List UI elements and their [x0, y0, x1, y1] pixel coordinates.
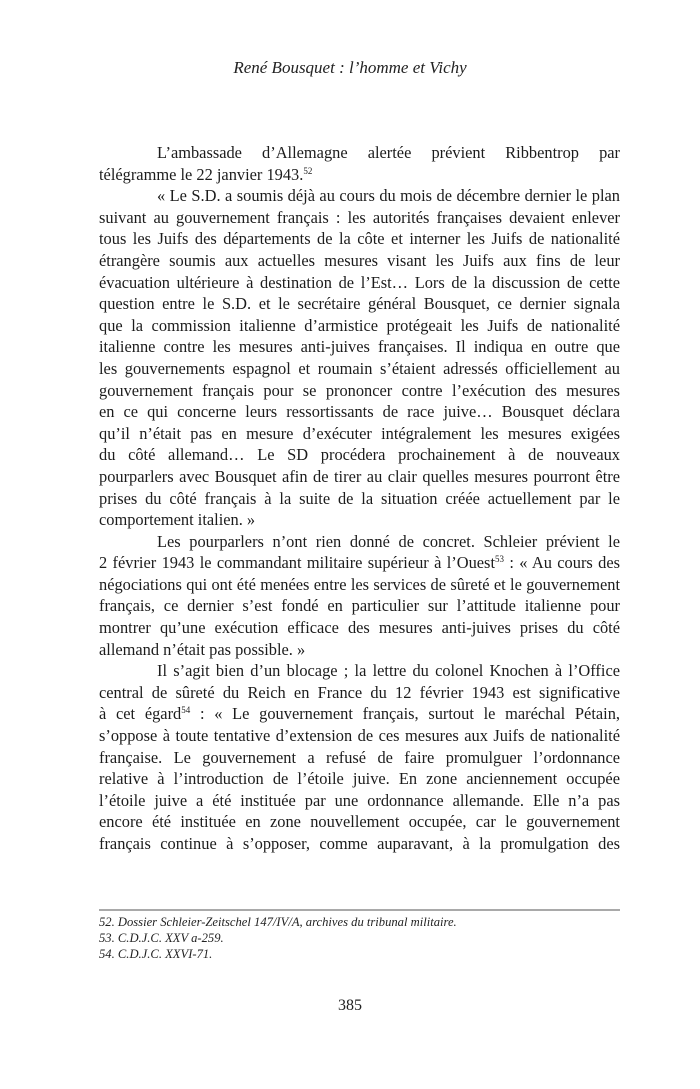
body-line-text: du côté allemand… Le SD procédera prochainement à de nouveaux: [99, 445, 620, 465]
body-line: [99, 358, 620, 380]
body-line: [99, 639, 620, 661]
body-line-text: question entre le S.D. et le secrétaire général Bousquet, ce dernier signala: [99, 294, 620, 314]
body-line-text: Il s’agit bien d’un blocage ; la lettre du colonel Knochen à l’Office: [157, 661, 620, 681]
body-line: [99, 228, 620, 250]
body-line-text: évacuation ultérieure à destination de l’Est… Lors de la discussion de cette: [99, 272, 620, 292]
body-line: [99, 790, 620, 812]
body-line: [99, 811, 620, 833]
body-line-text: gouvernement français pour se prononcer contre l’exécution des mesures: [99, 380, 620, 400]
body-line-text: tous les Juifs des départements de la côte et interner les Juifs de nationalité: [99, 229, 620, 249]
body-line: [99, 552, 620, 574]
footnotes: [99, 914, 620, 962]
body-line: [99, 725, 620, 747]
footnote-reference[interactable]: 53: [495, 554, 504, 565]
body-line-text: français, ce dernier s’est fondé en particulier sur l’attitude italienne pour: [99, 596, 620, 616]
body-line: [99, 142, 620, 164]
body-line: [99, 293, 620, 315]
body-line: [99, 617, 620, 639]
body-line-text: prises du côté français à la suite de la situation créée actuellement par le: [99, 488, 620, 508]
body-line-text: 2 février 1943 le commandant militaire supérieur à l’Ouest: [99, 553, 495, 573]
body-line: [99, 488, 620, 510]
body-line-text: L’ambassade d’Allemagne alertée prévient Ribbentrop par: [157, 143, 620, 162]
body-line: [99, 574, 620, 596]
body-line-text: Les pourparlers n’ont rien donné de concret. Schleier prévient le: [157, 531, 620, 551]
page-number: 385: [338, 997, 362, 1014]
body-line: [99, 272, 620, 294]
body-line-text: allemand n’était pas possible. »: [99, 639, 306, 659]
body-line-text: français continue à s’opposer, comme auparavant, à la promulgation des: [99, 834, 620, 853]
body-line-text: comportement italien. »: [99, 510, 256, 530]
body-line: [99, 595, 620, 617]
body-text: [99, 142, 620, 855]
body-line: [99, 768, 620, 790]
body-line: [99, 207, 620, 229]
footnote-53: 53. C.D.J.C. XXV a-259.: [99, 931, 224, 945]
body-line: [99, 185, 620, 207]
body-line: [99, 401, 620, 423]
body-line-text: à cet égard: [99, 704, 182, 724]
body-line: [99, 833, 620, 855]
body-line: [99, 380, 620, 402]
body-line-text: suivant au gouvernement français : les autorités françaises devaient enlever: [99, 207, 620, 227]
body-line-text: s’oppose à toute tentative d’extension de ces mesures aux Juifs de nationalité: [99, 726, 620, 746]
body-line-text: négociations qui ont été menées entre les services de sûreté et le gouvernement: [99, 574, 620, 594]
footnote-separator: [99, 909, 620, 911]
body-line: [99, 466, 620, 488]
body-line-text: : « Le gouvernement français, surtout le maréchal Pétain,: [190, 704, 620, 724]
body-line-text: qu’il n’était pas en mesure d’exécuter intégralement les mesures exigées: [99, 423, 620, 443]
body-line: [99, 703, 620, 725]
body-line-text: central de sûreté du Reich en France du 12 février 1943 est significative: [99, 682, 620, 702]
body-line: [99, 444, 620, 466]
body-line-text: relative à l’introduction de l’étoile juive. En zone anciennement occupée: [99, 769, 620, 789]
footnote-reference[interactable]: 52: [303, 165, 313, 176]
body-line: [99, 660, 620, 682]
body-line-text: française. Le gouvernement a refusé de faire promulguer l’ordonnance: [99, 747, 620, 767]
body-line-text: que la commission italienne d’armistice protégeait les Juifs de nationalité: [99, 315, 620, 335]
body-line: [99, 531, 620, 553]
running-head: René Bousquet : l’homme et Vichy: [233, 58, 467, 77]
footnote-reference[interactable]: 54: [181, 705, 191, 716]
body-line-text: les gouvernements espagnol et roumain s’étaient adressés officiellement au: [99, 358, 620, 378]
body-line: [99, 747, 620, 769]
body-line-text: « Le S.D. a soumis déjà au cours du mois de décembre dernier le plan: [157, 186, 620, 206]
body-line-text: italienne contre les mesures anti-juives françaises. Il indiqua en outre que: [99, 337, 620, 357]
body-line-text: encore été instituée en zone nouvellement occupée, car le gouvernement: [99, 812, 620, 832]
body-line-text: : « Au cours des: [504, 553, 620, 573]
body-line-text: en ce qui concerne leurs ressortissants de race juive… Bousquet déclara: [99, 402, 620, 422]
body-line-text: pourparlers avec Bousquet afin de tirer au clair quelles mesures pourront être: [99, 466, 620, 486]
body-line: [99, 423, 620, 445]
body-line-text: télégramme le 22 janvier 1943.: [99, 164, 304, 184]
body-line: [99, 164, 620, 186]
body-line-text: montrer qu’une exécution efficace des mesures anti-juives prises du côté: [99, 618, 620, 638]
body-line: [99, 682, 620, 704]
body-line: [99, 509, 620, 531]
body-line: [99, 315, 620, 337]
footnote-54: 54. C.D.J.C. XXVI-71.: [99, 947, 213, 961]
body-line-text: étrangère soumis aux actuelles mesures visant les Juifs aux fins de leur: [99, 250, 620, 270]
body-line-text: l’étoile juive a été instituée par une ordonnance allemande. Elle n’a pas: [99, 790, 620, 810]
body-line: [99, 250, 620, 272]
footnote-52: 52. Dossier Schleier-Zeitschel 147/IV/A, archives du tribunal militaire.: [99, 915, 457, 929]
body-line: [99, 336, 620, 358]
